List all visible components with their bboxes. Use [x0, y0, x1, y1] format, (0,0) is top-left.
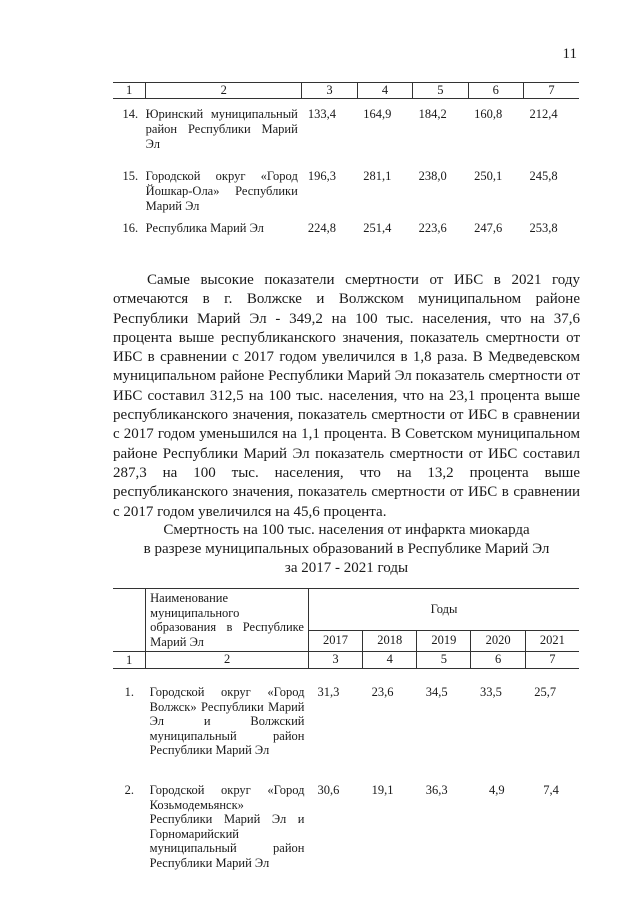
col-number: 7 — [524, 83, 580, 99]
col-number: 6 — [468, 83, 523, 99]
caption-line: в разрезе муниципальных образований в Республике Марий Эл — [143, 541, 550, 557]
row-name: Городской округ «Город Волжск» Республики Марий Эл и Волжский муниципальный район Республики Марий Эл — [149, 685, 305, 757]
col-number: 3 — [308, 652, 362, 669]
value-cell: 160,8 — [474, 107, 503, 121]
col-number: 6 — [471, 652, 525, 669]
table-caption — [113, 521, 580, 578]
value-cell: 281,1 — [363, 169, 392, 183]
column-numbering-row — [113, 83, 579, 99]
value-cell: 250,1 — [474, 169, 503, 183]
value-cell: 253,8 — [529, 221, 558, 235]
year-2020: 2020 — [471, 630, 525, 651]
value-cell: 4,9 — [488, 783, 505, 797]
col-number: 2 — [146, 83, 302, 99]
years-header: Годы — [308, 589, 579, 631]
value-cell: 238,0 — [418, 169, 447, 183]
column-numbering-row — [113, 652, 579, 669]
value-cell: 30,6 — [317, 783, 340, 797]
year-2021: 2021 — [525, 630, 579, 651]
caption-line: за 2017 - 2021 годы — [284, 560, 409, 576]
year-2019: 2019 — [417, 630, 471, 651]
row-name: Городской округ «Город Йошкар-Ола» Республики Марий Эл — [145, 169, 298, 213]
value-cell: 212,4 — [529, 107, 558, 121]
value-cell: 33,5 — [479, 685, 502, 699]
table-row — [113, 221, 579, 236]
value-cell: 224,8 — [307, 221, 336, 235]
table-row — [113, 165, 579, 221]
col-number: 4 — [363, 652, 417, 669]
row-number: 1. — [124, 685, 135, 699]
col-number: 2 — [146, 652, 309, 669]
header-row — [113, 589, 579, 631]
value-cell: 36,3 — [425, 783, 448, 797]
value-cell: 19,1 — [371, 783, 394, 797]
col-number: 5 — [413, 83, 468, 99]
caption-line: Смертность на 100 тыс. населения от инфаркта миокарда — [163, 522, 530, 538]
row-name: Республика Марий Эл — [145, 221, 264, 235]
value-cell: 196,3 — [307, 169, 336, 183]
row-number: 15. — [122, 169, 139, 183]
col-number: 3 — [302, 83, 357, 99]
col-number: 5 — [417, 652, 471, 669]
value-cell: 245,8 — [529, 169, 558, 183]
mortality-table-continuation — [113, 82, 579, 236]
row-number: 2. — [124, 783, 135, 797]
name-header: Наименование муниципального образования в Республике Марий Эл — [146, 589, 309, 652]
row-name: Юринский муниципальный район Республики Марий Эл — [145, 107, 298, 151]
table-row — [113, 669, 579, 768]
number-header — [113, 589, 146, 652]
year-2017: 2017 — [308, 630, 362, 651]
value-cell: 25,7 — [534, 685, 557, 699]
row-number: 16. — [122, 221, 139, 235]
value-cell: 251,4 — [363, 221, 392, 235]
value-cell: 184,2 — [418, 107, 447, 121]
value-cell: 164,9 — [363, 107, 392, 121]
value-cell: 31,3 — [317, 685, 340, 699]
value-cell: 247,6 — [474, 221, 503, 235]
page-number: 11 — [562, 46, 577, 62]
row-name: Городской округ «Город Козьмодемьянск» Республики Марий Эл и Горномарийский муниципальный район Республики Марий Эл — [149, 783, 305, 870]
year-2018: 2018 — [363, 630, 417, 651]
value-cell: 223,6 — [418, 221, 447, 235]
col-number: 1 — [113, 83, 146, 99]
col-number: 7 — [525, 652, 579, 669]
value-cell: 7,4 — [543, 783, 559, 797]
value-cell: 23,6 — [371, 685, 394, 699]
value-cell: 34,5 — [425, 685, 448, 699]
col-number: 1 — [113, 652, 146, 669]
body-paragraph: Самые высокие показатели смертности от ИБС в 2021 году отмечаются в г. Волжске и Волжском муниципальном районе Республики Марий Эл - 349,2 на 100 тыс. населения, что на 37,6 процента выше республиканского значения, показатель смертности от ИБС в сравнении с 2017 годом увеличился в 1,8 раза. В Медведевском муниципальном районе Республики Марий Эл показатель смертности от ИБС составил 312,5 на 100 тыс. населения, что на 23,1 процента выше республиканского значения, показатель смертности от ИБС в сравнении с 2017 годом уменьшился на 1,1 процента. В Советском муниципальном районе Республики Марий Эл показатель смертности от ИБС составил 287,3 на 100 тыс. населения, что на 13,2 процента выше республиканского значения, показатель смертности от ИБС в сравнении с 2017 годом увеличился на 45,6 процента. — [113, 272, 580, 520]
col-number: 4 — [357, 83, 412, 99]
table-row — [113, 99, 579, 166]
row-number: 14. — [122, 107, 139, 121]
value-cell: 133,4 — [307, 107, 336, 121]
myocardial-infarction-table — [113, 588, 579, 870]
table-row — [113, 767, 579, 870]
